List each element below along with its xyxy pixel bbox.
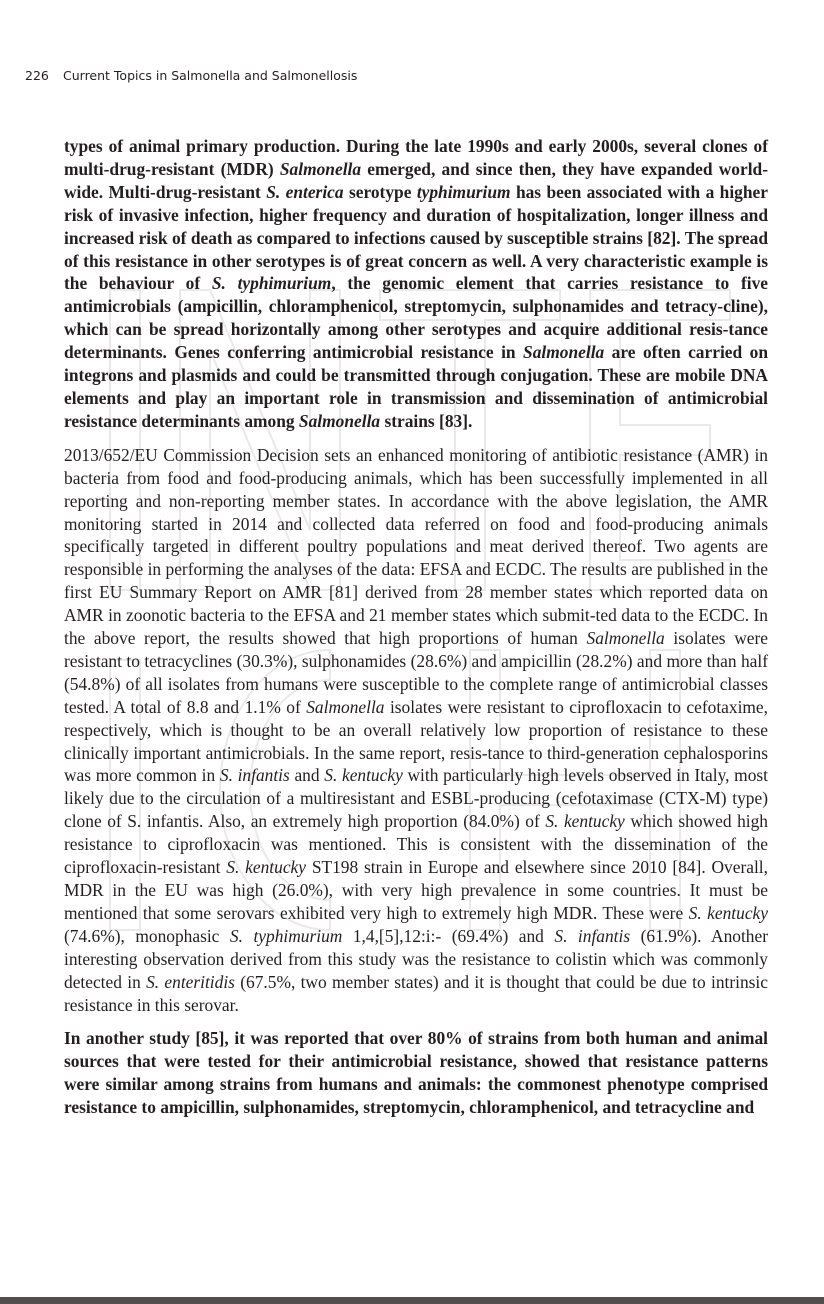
text-run: (74.6%), monophasic — [64, 925, 230, 946]
paragraph — [64, 135, 768, 433]
page-number: 226 — [25, 68, 49, 83]
italic-term: S. typhimurium — [211, 273, 332, 294]
text-run: are often carried on integrons and plasmids and could be transmitted through conjugation. These are mobile DNA elements and play an important role in transmission and dissemination of antimicrobial resistance determinants among — [64, 342, 768, 431]
italic-term: S. typhimurium — [229, 925, 343, 946]
text-run: serotype — [343, 181, 417, 202]
text-run: 1,4,[5],12:i:- (69.4%) and — [342, 925, 555, 946]
text-run: (67.5%, two member states) and it is thought that could be due to intrinsic resistance in this serovar. — [64, 971, 768, 1015]
book-title: Current Topics in Salmonella and Salmonellosis — [63, 68, 358, 83]
running-header — [25, 68, 357, 83]
italic-term: S. enteritidis — [146, 971, 235, 992]
text-run: which showed high resistance to ciprofloxacin was mentioned. This is consistent with the dissemination of the ciprofloxacin-resistant — [64, 811, 768, 878]
text-run: with particularly high levels observed in Italy, most likely due to the circulation of a multiresistant and ESBL-producing (cefotaximase (CTX-M) type) clone of S. infantis. Also, an extremely high proportion (84.0%) of — [64, 765, 768, 832]
italic-term: typhimurium — [416, 181, 511, 202]
paragraph — [64, 444, 768, 1017]
text-run: 2013/652/EU Commission Decision sets an enhanced monitoring of antibiotic resistance (AMR) in bacteria from food and food-producing animals, which has been successfully implemented in all reporting and non-reporting member states. In accordance with the above legislation, the AMR monitoring started in 2014 and collected data referred on food and food-producing animals specifically targeted in different poultry populations and meat derived thereof. Two agents are responsible in performing the analyses of the data: EFSA and ECDC. The results are published in the first EU Summary Report on AMR [81] derived from 28 member states which reported data on AMR in zoonotic bacteria to the EFSA and 21 member states which submit-ted data to the ECDC. In the above report, the results showed that high proportions of human — [64, 444, 768, 649]
italic-term: S. infantis — [554, 925, 631, 946]
italic-term: Salmonella — [523, 342, 605, 363]
text-run: ST198 strain in Europe and elsewhere since 2010 [84]. Overall, MDR in the EU was high (26.0%), with very high prevalence in some countries. It must be mentioned that some serovars exhibited very high to extremely high MDR. These were — [64, 857, 768, 923]
italic-term: S. enterica — [266, 181, 344, 202]
text-run: types of animal primary production. During the late 1990s and early 2000s, several clones of multi-drug-resistant (MDR) — [64, 136, 768, 179]
text-run: has been associated with a higher risk of invasive infection, higher frequency and duration of hospitalization, longer illness and increased risk of death as compared to infections caused by susceptible strains [82]. The spread of this resistance in other serotypes is of great concern as well. A very characteristic example is the behaviour of — [64, 181, 768, 294]
text-run: and — [289, 765, 325, 786]
italic-term: S. kentucky — [226, 857, 306, 878]
italic-term: Salmonella — [279, 158, 362, 179]
text-run: strains [83]. — [380, 410, 473, 431]
viewer-bottom-bar — [0, 1297, 824, 1304]
text-run: isolates were resistant to tetracyclines (30.3%), sulphonamides (28.6%) and ampicillin (28.2%) and more than half (54.8%) of all isolates from humans were susceptible to the complete range of antimicrobial classes tested. A total of 8.8 and 1.1% of — [64, 628, 768, 717]
italic-term: Salmonella — [586, 628, 665, 649]
text-run: emerged, and since then, they have expanded world-wide. Multi-drug-resistant — [64, 158, 769, 202]
italic-term: S. infantis — [219, 765, 290, 786]
italic-term: Salmonella — [306, 696, 385, 717]
text-run: isolates were resistant to ciprofloxacin to cefotaxime, respectively, which is thought to be an overall relatively low proportion of resistance to these clinically important antimicrobials. In the same report, resis-tance to third-generation cephalosporins was more common in — [64, 696, 769, 786]
text-run: In another study [85], it was reported that over 80% of strains from both human and animal sources that were tested for their antimicrobial resistance, showed that resistance patterns were similar among strains from humans and animals: the commonest phenotype comprised resistance to ampicillin, sulphonamides, streptomycin, chloramphenicol, and tetracycline and — [64, 1028, 768, 1118]
text-run: , the genomic element that carries resistance to five antimicrobials (ampicillin, chloramphenicol, streptomycin, sulphonamides and tetracy-cline), which can be spread horizontally among other serotypes and acquire additional resis-tance determinants. Genes conferring antimicrobial resistance in — [64, 273, 768, 363]
italic-term: S. kentucky — [545, 811, 625, 832]
text-run: (61.9%). Another interesting observation derived from this study was the resistance to colistin which was commonly detected in — [64, 925, 768, 992]
italic-term: Salmonella — [298, 410, 381, 431]
italic-term: S. kentucky — [688, 902, 768, 923]
paragraph — [64, 1027, 768, 1119]
italic-term: S. kentucky — [324, 765, 403, 786]
article-body — [64, 135, 768, 1130]
